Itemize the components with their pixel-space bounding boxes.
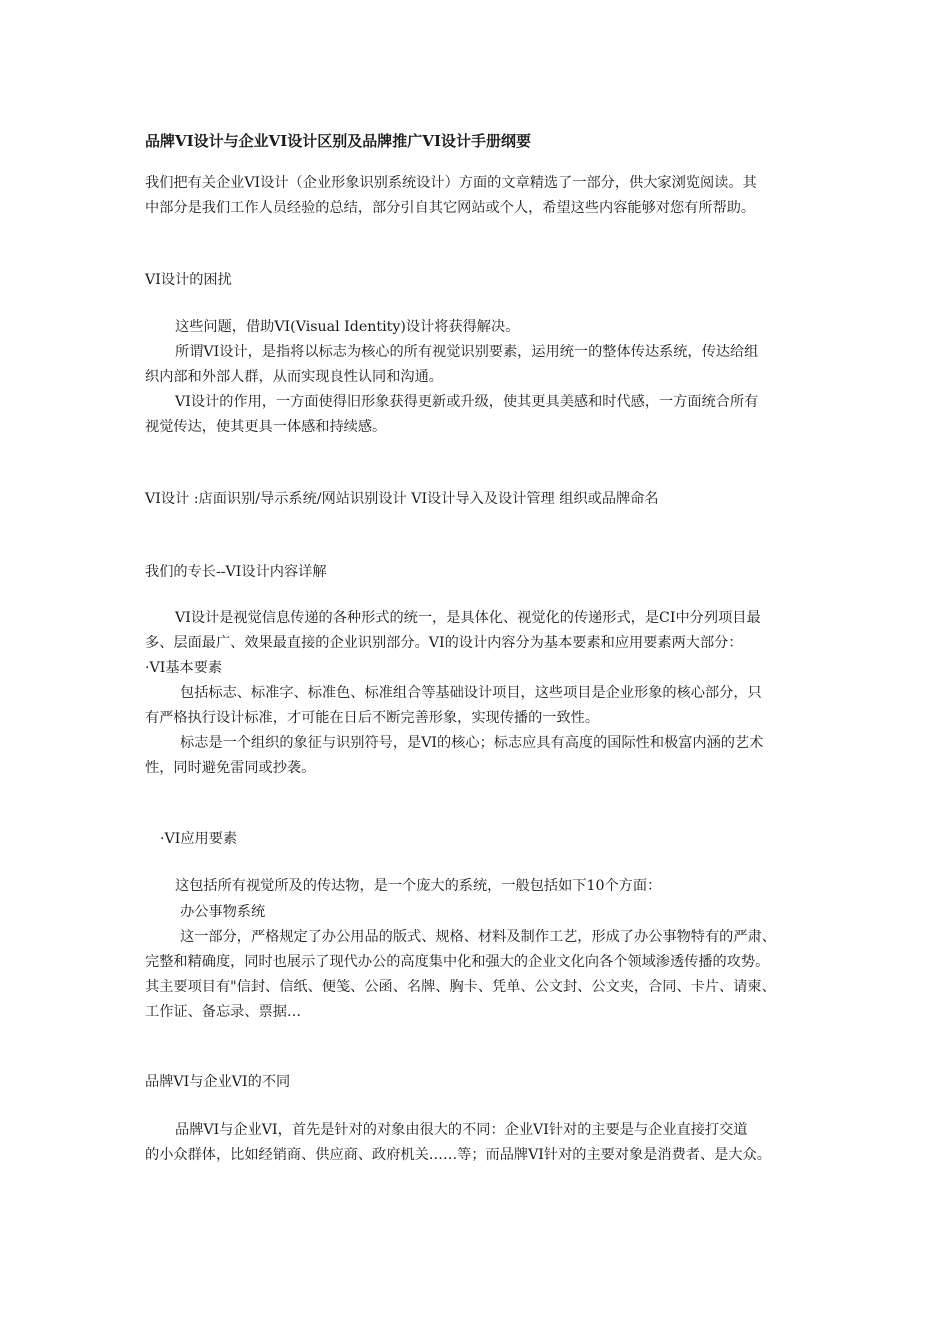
subheading: 办公事物系统: [180, 904, 266, 920]
paragraph-line: 这包括所有视觉所及的传达物，是一个庞大的系统，一般包括如下10个方面：: [175, 878, 662, 894]
subheading: ·VI基本要素: [145, 660, 223, 676]
paragraph-line: VI设计的作用，一方面使得旧形象获得更新或升级，使其更具美感和时代感，一方面统合所有: [175, 394, 759, 410]
paragraph-line: 包括标志、标准字、标准色、标准组合等基础设计项目，这些项目是企业形象的核心部分，只: [180, 685, 762, 701]
paragraph-line: 标志是一个组织的象征与识别符号，是VI的核心；标志应具有高度的国际性和极富内涵的艺术: [180, 735, 764, 751]
paragraph-line: 的小众群体，比如经销商、供应商、政府机关……等；而品牌VI针对的主要对象是消费者、是大众。: [145, 1147, 771, 1163]
document-title: 品牌VI设计与企业VI设计区别及品牌推广VI设计手册纲要: [145, 132, 531, 150]
section-heading: VI设计的困扰: [145, 272, 232, 288]
intro-line: 我们把有关企业VI设计（企业形象识别系统设计）方面的文章精选了一部分，供大家浏览阅读。其: [145, 175, 757, 191]
paragraph-line: 性，同时避免雷同或抄袭。: [145, 760, 316, 776]
section-heading: ·VI应用要素: [160, 831, 238, 847]
paragraph-line: 这一部分，严格规定了办公用品的版式、规格、材料及制作工艺，形成了办公事物特有的严肃、: [180, 929, 776, 945]
paragraph-line: 所谓VI设计，是指将以标志为核心的所有视觉识别要素，运用统一的整体传达系统，传达给组: [175, 344, 759, 360]
paragraph-line: 品牌VI与企业VI，首先是针对的对象由很大的不同：企业VI针对的主要是与企业直接打交道: [175, 1122, 748, 1138]
paragraph-line: 有严格执行设计标准，才可能在日后不断完善形象，实现传播的一致性。: [145, 710, 600, 726]
paragraph-line: 这些问题，借助VI(Visual Identity)设计将获得解决。: [175, 319, 520, 335]
paragraph-line: 织内部和外部人群，从而实现良性认同和沟通。: [145, 369, 443, 385]
paragraph-line: 多、层面最广、效果最直接的企业识别部分。VI的设计内容分为基本要素和应用要素两大部分：: [145, 635, 743, 651]
section-heading: 品牌VI与企业VI的不同: [145, 1074, 291, 1090]
paragraph-line: 其主要项目有"信封、信纸、便笺、公函、名牌、胸卡、凭单、公文封、公文夹，合同、卡片、请柬、: [145, 979, 776, 995]
paragraph-line: 视觉传达，使其更具一体感和持续感。: [145, 419, 387, 435]
paragraph-line: VI设计是视觉信息传递的各种形式的统一，是具体化、视觉化的传递形式，是CI中分列项目最: [175, 610, 761, 626]
paragraph-line: 工作证、备忘录、票据…: [145, 1004, 302, 1020]
intro-line: 中部分是我们工作人员经验的总结，部分引自其它网站或个人，希望这些内容能够对您有所帮助。: [145, 200, 756, 216]
section-heading: 我们的专长--VI设计内容详解: [145, 564, 327, 580]
paragraph-line: 完整和精确度，同时也展示了现代办公的高度集中化和强大的企业文化向各个领域渗透传播的攻势。: [145, 954, 770, 970]
services-line: VI设计 :店面识别/导示系统/网站识别设计 VI设计导入及设计管理 组织或品牌命名: [145, 491, 659, 507]
